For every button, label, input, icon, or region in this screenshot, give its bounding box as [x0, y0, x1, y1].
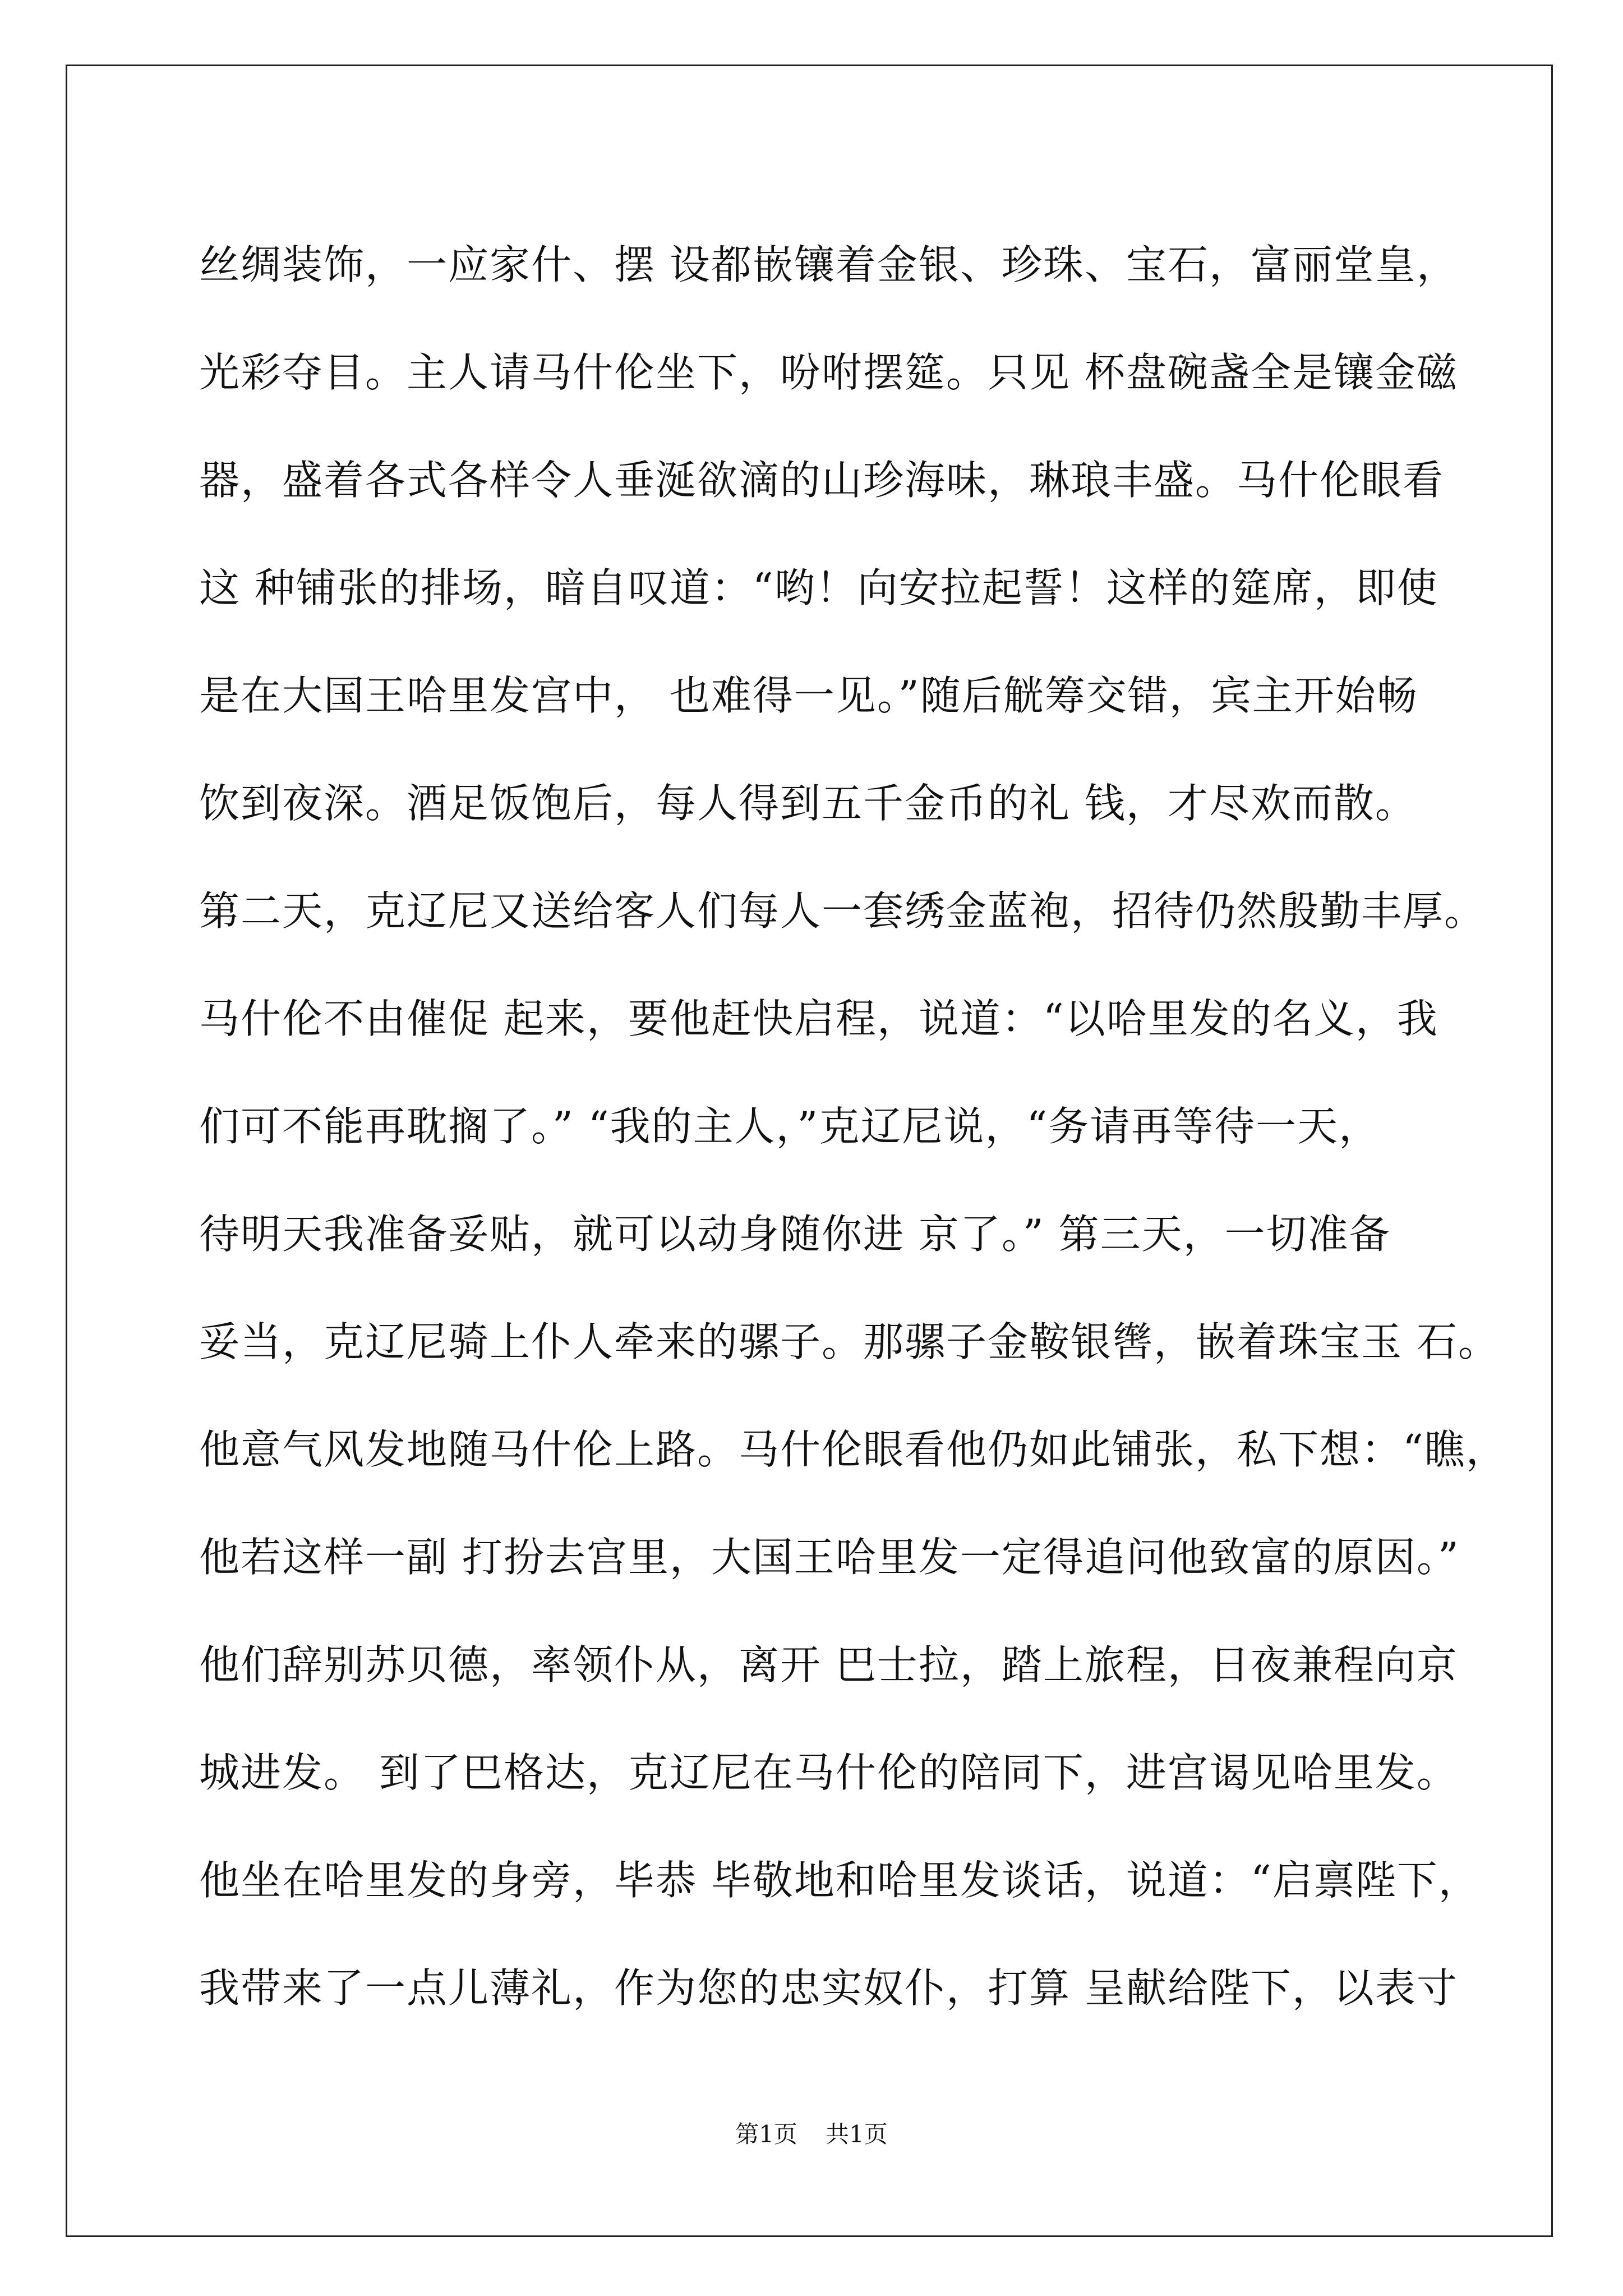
- text-line: 待明天我准备妥贴，就可以动身随你进 京了。” 第三天，一切准备: [199, 1211, 1391, 1258]
- text-line: 他们辞别苏贝德，率领仆从，离开 巴士拉，踏上旅程，日夜兼程向京: [199, 1641, 1458, 1688]
- text-line: 他意气风发地随马什伦上路。马什伦眼看他仍如此铺张，私下想：“瞧，: [199, 1426, 1507, 1473]
- text-line: 他若这样一副 打扮去宫里，大国王哈里发一定得追问他致富的原因。”: [199, 1534, 1460, 1581]
- text-line: 光彩夺目。主人请马什伦坐下，吩咐摆筵。只见 杯盘碗盏全是镶金磁: [199, 349, 1458, 396]
- page-number-current: 第1页: [735, 2120, 797, 2148]
- text-line: 他坐在哈里发的身旁，毕恭 毕敬地和哈里发谈话，说道：“启禀陛下，: [199, 1857, 1480, 1904]
- document-body: [199, 211, 1507, 2042]
- text-line: 妥当，克辽尼骑上仆人牵来的骡子。那骡子金鞍银辔，嵌着珠宝玉 石。: [199, 1318, 1500, 1365]
- text-line: 我带来了一点儿薄礼，作为您的忠实奴仆，打算 呈献给陛下，以表寸: [199, 1964, 1458, 2012]
- text-line: 第二天，克辽尼又送给客人们每人一套绣金蓝袍，招待仍然殷勤丰厚。: [199, 887, 1486, 935]
- text-line: 马什伦不由催促 起来，要他赶快启程，说道：“以哈里发的名义，我: [199, 995, 1438, 1042]
- text-line: 饮到夜深。酒足饭饱后，每人得到五千金币的礼 钱，才尽欢而散。: [199, 780, 1417, 827]
- text-line: 们可不能再耽搁了。” “我的主人，”克辽尼说，“务请再等待一天，: [199, 1103, 1381, 1150]
- text-line: 城进发。 到了巴格达，克辽尼在马什伦的陪同下，进宫谒见哈里发。: [199, 1749, 1458, 1796]
- text-line: 丝绸装饰，一应家什、摆 设都嵌镶着金银、珍珠、宝石，富丽堂皇，: [199, 241, 1458, 288]
- text-line: 这 种铺张的排场，暗自叹道：“哟！向安拉起誓！这样的筵席，即使: [199, 564, 1438, 611]
- text-line: 是在大国王哈里发宫中， 也难得一见。”随后觥筹交错，宾主开始畅: [199, 672, 1418, 719]
- page-number-total: 共1页: [826, 2120, 888, 2148]
- page-footer: [0, 2118, 1623, 2151]
- text-line: 器，盛着各式各样令人垂涎欲滴的山珍海味，琳琅丰盛。马什伦眼看: [199, 457, 1445, 504]
